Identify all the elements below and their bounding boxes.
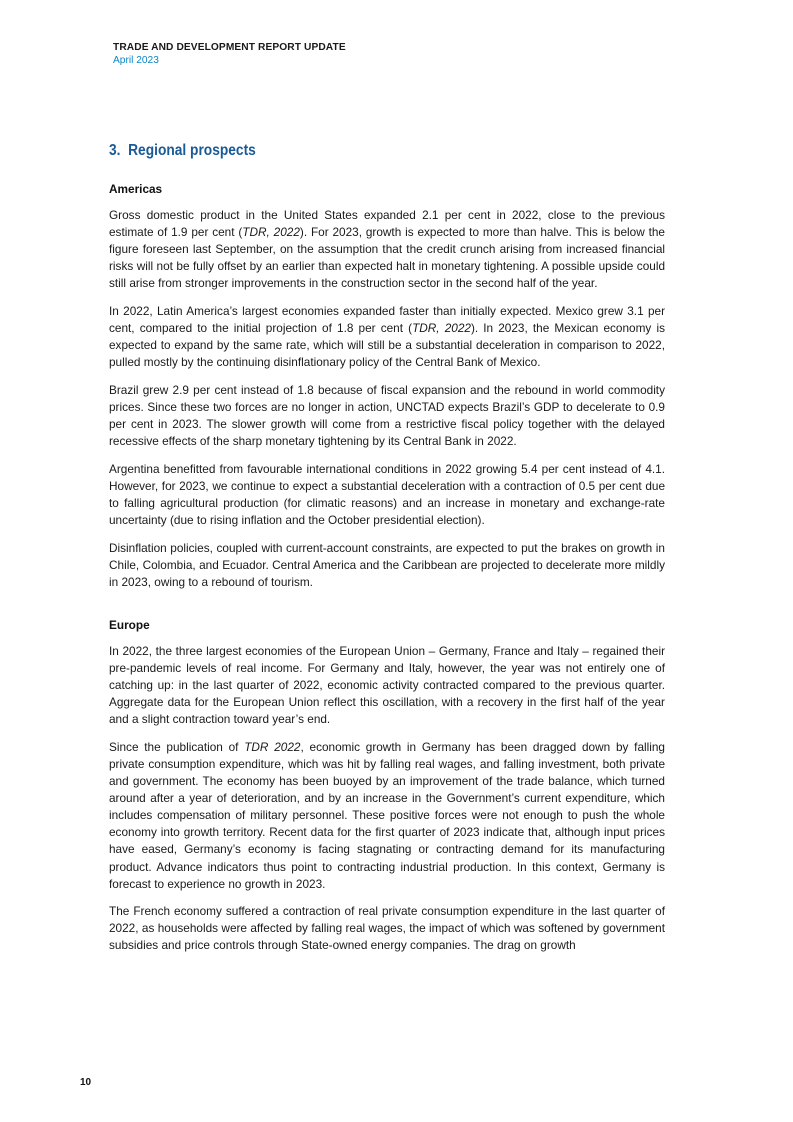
page-number: 10 (80, 1077, 92, 1088)
americas-paragraph-2: In 2022, Latin America’s largest economies expanded faster than initially expected. Mexico grew 3.1 per cent, compared to the initial projection of 1.8 per cent (TDR, 2022). In 2023, the Mexican economy is expected to expand by the same rate, which will still be a substantial deceleration in comparison to 2022, pulled mostly by the continuing disinflationary policy of the Central Bank of Mexico. (109, 303, 665, 370)
europe-paragraph-2: Since the publication of TDR 2022, economic growth in Germany has been dragged down by falling private consumption expenditure, which was hit by falling real wages, and falling investment, both private and government. The economy has been buoyed by an improvement of the trade balance, which turned around after a year of deterioration, and by an increase in the Government’s current expenditure, which includes compensation of military personnel. These positive forces were not enough to push the whole economy into growth territory. Recent data for the first quarter of 2023 indicate that, although input prices have eased, Germany’s economy is facing stagnating or contracting demand for its manufacturing product. Advance indicators thus point to contracting industrial production. In this context, Germany is forecast to experience no growth in 2023. (109, 739, 665, 891)
europe-paragraph-3: The French economy suffered a contraction of real private consumption expenditure in the last quarter of 2022, as households were affected by falling real wages, the impact of which was softened by government subsidies and price controls through State-owned energy companies. The drag on growth (109, 904, 665, 953)
citation: TDR 2022 (244, 739, 301, 754)
section-title: Regional prospects (128, 142, 256, 159)
page-content (109, 140, 665, 965)
europe-paragraph-1: In 2022, the three largest economies of the European Union – Germany, France and Italy – regained their pre-pandemic levels of real income. For Germany and Italy, however, the year was not entirely one of catching up: in the last quarter of 2022, economic activity contracted compared to the previous quarter. Aggregate data for the European Union reflect this oscillation, with a recovery in the first half of the year and a slight contraction toward year’s end. (109, 643, 665, 727)
citation: TDR, 2022 (242, 225, 300, 240)
report-title: TRADE AND DEVELOPMENT REPORT UPDATE (113, 42, 346, 53)
section-number: 3. (109, 142, 121, 159)
section-heading (109, 140, 587, 162)
americas-heading: Americas (109, 182, 163, 196)
americas-paragraph-4: Argentina benefitted from favourable international conditions in 2022 growing 5.4 per cent instead of 4.1. However, for 2023, we continue to expect a substantial deceleration with a contraction of 0.5 per cent due to falling agricultural production (for climatic reasons) and an increase in monetary and exchange-rate uncertainty (due to rising inflation and the October presidential election). (109, 461, 665, 527)
americas-paragraph-1: Gross domestic product in the United States expanded 2.1 per cent in 2022, close to the previous estimate of 1.9 per cent (TDR, 2022). For 2023, growth is expected to more than halve. This is below the figure foreseen last September, on the assumption that the credit crunch arising from increased financial risks will not be fully offset by an earlier than expected halt in monetary tightening. A possible upside could still arise from stronger improvements in the construction sector in the second half of the year. (109, 208, 665, 291)
americas-paragraph-5: Disinflation policies, coupled with current-account constraints, are expected to put the brakes on growth in Chile, Colombia, and Ecuador. Central America and the Caribbean are projected to decelerate more mildly in 2023, owing to a rebound of tourism. (109, 540, 665, 589)
report-date: April 2023 (113, 55, 159, 66)
running-header (113, 41, 346, 67)
citation: TDR, 2022 (412, 321, 471, 336)
europe-heading: Europe (109, 617, 150, 632)
americas-paragraph-3: Brazil grew 2.9 per cent instead of 1.8 because of fiscal expansion and the rebound in world commodity prices. Since these two forces are no longer in action, UNCTAD expects Brazil’s GDP to decelerate to 0.9 per cent in 2023. The slower growth will come from a restrictive fiscal policy together with the delayed recessive effects of the sharp monetary tightening by its Central Bank in 2022. (109, 382, 665, 449)
